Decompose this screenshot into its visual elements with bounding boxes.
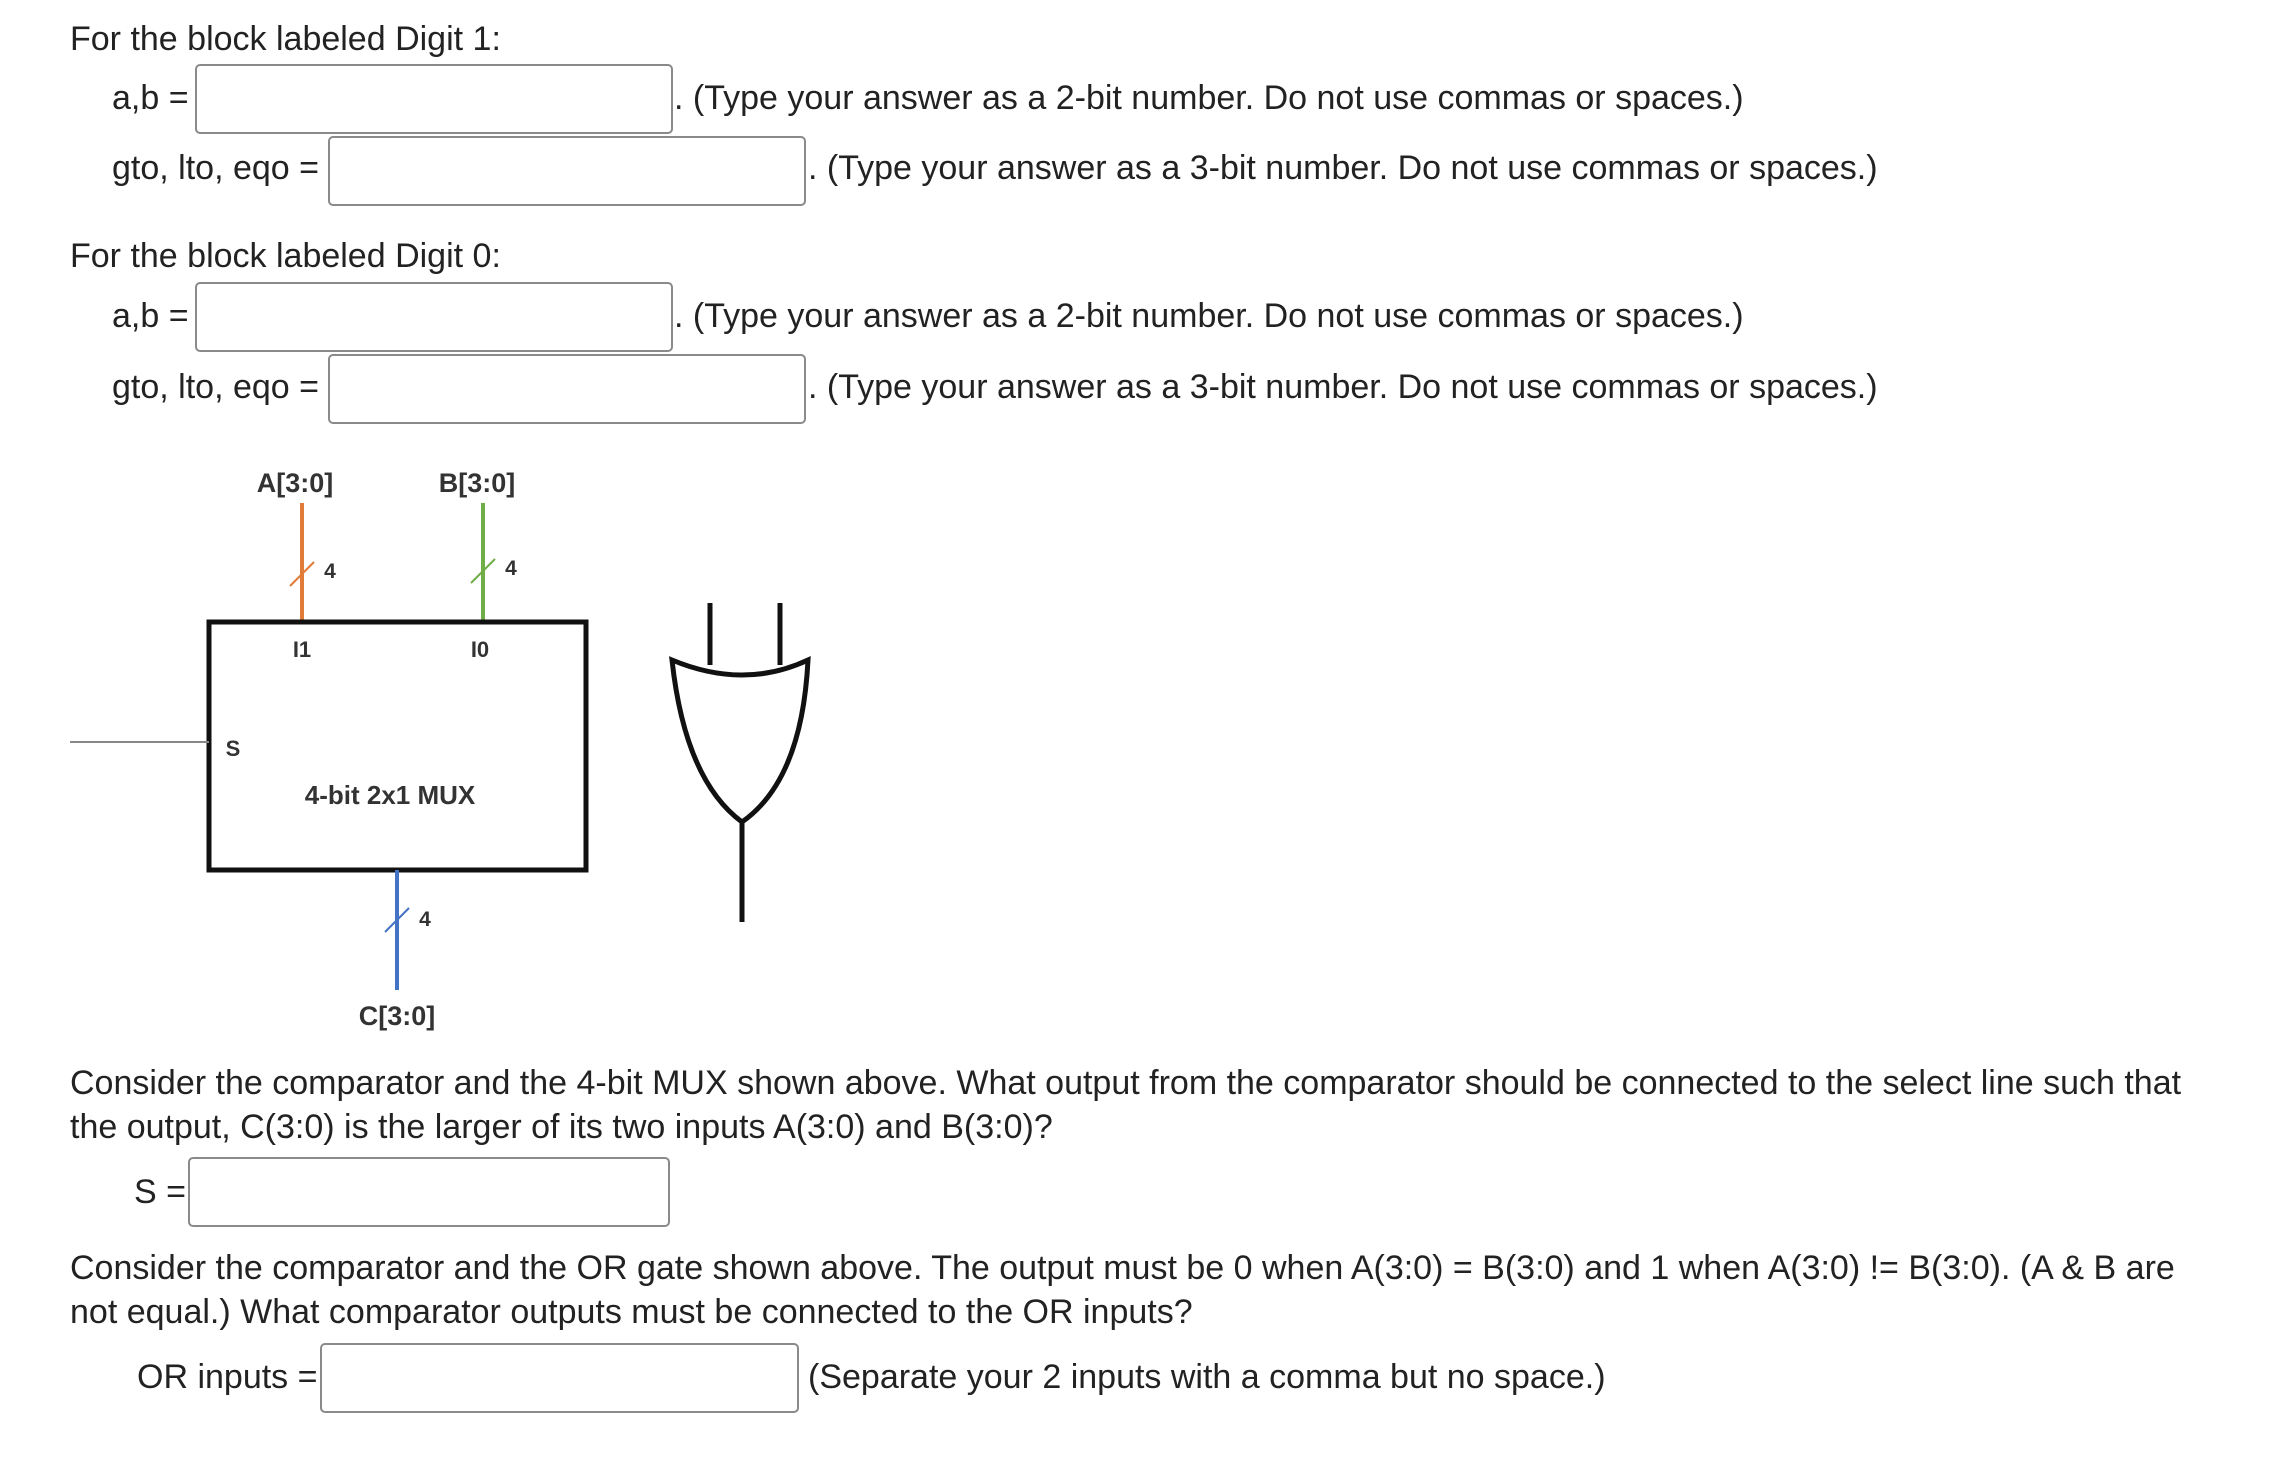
a-bus-width: 4 (324, 560, 336, 583)
b-bus-width: 4 (505, 557, 517, 580)
input-b-label: B[3:0] (438, 468, 516, 498)
digit0-gle-label: gto, lto, eqo = (112, 368, 319, 406)
digit0-heading: For the block labeled Digit 0: (70, 237, 501, 275)
digit1-gle-hint: . (Type your answer as a 3-bit number. Do not use commas or spaces.) (808, 149, 1878, 187)
digit1-gle-label: gto, lto, eqo = (112, 149, 319, 187)
mux-question-text: Consider the comparator and the 4-bit MUX shown above. What output from the comparator should be connected to the select line such that the output, C(3:0) is the larger of its two inputs A(3:0) and B(3:0)? (70, 1064, 2182, 1146)
s-label: S = (134, 1173, 186, 1211)
or-inputs-hint: (Separate your 2 inputs with a comma but no space.) (808, 1358, 1606, 1396)
mux-port-i1: I1 (292, 637, 312, 662)
digit0-ab-hint: . (Type your answer as a 2-bit number. Do not use commas or spaces.) (674, 297, 1744, 335)
digit0-ab-label: a,b = (112, 297, 189, 335)
input-a-label: A[3:0] (256, 468, 334, 498)
s-input[interactable] (188, 1157, 670, 1227)
or-inputs-input[interactable] (320, 1343, 799, 1413)
or-inputs-label: OR inputs = (137, 1358, 318, 1396)
mux-block (209, 622, 586, 870)
or-gate (672, 603, 808, 922)
digit0-gle-hint: . (Type your answer as a 3-bit number. Do not use commas or spaces.) (808, 368, 1878, 406)
digit1-ab-hint: . (Type your answer as a 2-bit number. Do not use commas or spaces.) (674, 79, 1744, 117)
mux-title: 4-bit 2x1 MUX (304, 780, 476, 810)
mux-port-s: S (225, 736, 241, 761)
digit1-heading: For the block labeled Digit 1: (70, 20, 501, 58)
digit1-ab-label: a,b = (112, 79, 189, 117)
c-bus-width: 4 (419, 908, 431, 931)
output-c-label: C[3:0] (358, 1001, 436, 1031)
mux-port-i0: I0 (470, 637, 490, 662)
or-question-text: Consider the comparator and the OR gate shown above. The output must be 0 when A(3:0) = B(3:0) and 1 when A(3:0) != B(3:0). (A & B are not equal.) What comparator outputs must be connected to the OR inputs? (70, 1249, 2175, 1331)
